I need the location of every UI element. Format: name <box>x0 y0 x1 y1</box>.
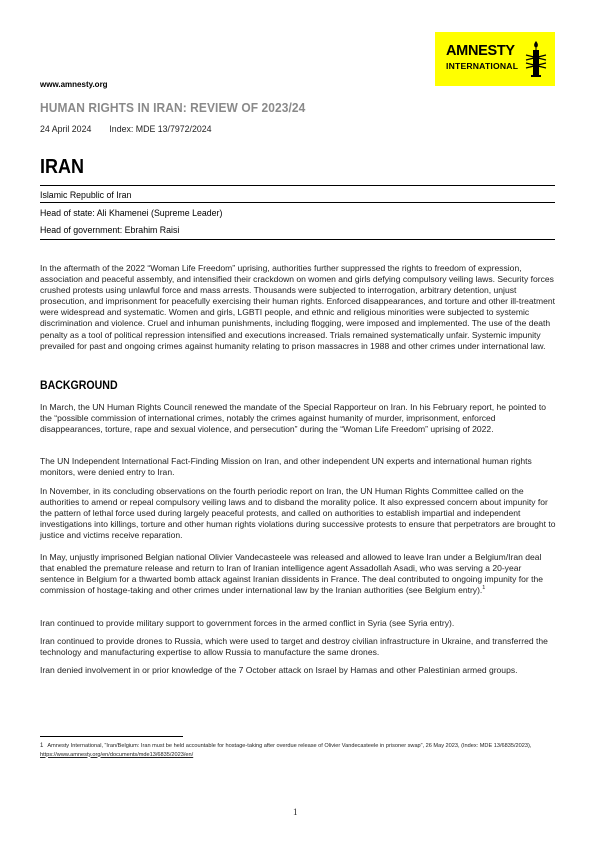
head-of-government <box>40 225 179 235</box>
logo-line-amnesty: AMNESTY <box>446 43 515 59</box>
document-title: HUMAN RIGHTS IN IRAN: REVIEW OF 2023/24 <box>40 100 306 115</box>
footnote-link[interactable]: https://www.amnesty.org/en/documents/mde13/6835/2023/en/ <box>40 751 194 758</box>
background-paragraph-4-text: In May, unjustly imprisoned Belgian national Olivier Vandecasteele was released and allowed to leave Iran under a Belgium/Iran deal that enabled the premature release and return to Iran of Iranian intelligence agent Assadollah Asadi, who was serving a 20-year sentence in Belgium for a thwarted bomb attack against Iranian dissidents in France. The deal contributed to ongoing impunity for the commission of hostage-taking and other crimes under international law by the Iranian authorities (see Belgium entry). <box>40 552 543 596</box>
website-url[interactable]: www.amnesty.org <box>40 80 108 89</box>
background-paragraph-1: In March, the UN Human Rights Council renewed the mandate of the Special Rapporteur on Iran. In his February report, he pointed to the “possible commission of international crimes, notably the crimes against humanity of murder, imprisonment, enforced disappearances, torture, rape and sexual violence, and persecution” during the “Woman Life Freedom” uprising of 2022. <box>40 402 546 435</box>
official-name: Islamic Republic of Iran <box>40 190 132 200</box>
logo-wordmark <box>446 44 518 70</box>
background-paragraph-4 <box>40 552 556 596</box>
publication-date: 24 April 2024 <box>40 124 92 134</box>
footnote-rule <box>40 736 183 737</box>
document-index: Index: MDE 13/7972/2024 <box>109 124 212 134</box>
country-rule <box>40 185 555 186</box>
info-rule-bottom <box>40 239 555 240</box>
head-of-state-value: Ali Khamenei (Supreme Leader) <box>96 208 223 218</box>
section-heading-background: BACKGROUND <box>40 380 118 392</box>
page-number: 1 <box>293 807 298 817</box>
head-of-state-label: Head of state: <box>40 208 97 218</box>
document-meta <box>40 124 212 134</box>
amnesty-logo <box>435 32 555 86</box>
country-heading: IRAN <box>40 156 85 178</box>
background-paragraph-5: Iran continued to provide military support to government forces in the armed conflict in Syria (see Syria entry). <box>40 618 455 628</box>
background-paragraph-2: The UN Independent International Fact-Finding Mission on Iran, and other independent UN experts and international human rights monitors, were denied entry to Iran. <box>40 456 532 478</box>
head-of-government-label: Head of government: <box>40 225 125 235</box>
background-paragraph-6: Iran continued to provide drones to Russia, which were used to target and destroy civilian infrastructure in Ukraine, and transferred the technology and manufacturing expertise to allow Russia to manufacture the same drones. <box>40 636 548 658</box>
footnote-number: 1 <box>40 743 44 749</box>
summary-paragraph: In the aftermath of the 2022 “Woman Life Freedom” uprising, authorities further suppressed the rights to freedom of expression, association and peaceful assembly, and intensified their crackdown on women and girls defying compulsory veiling laws. Security forces crushed protests using unlawful force and mass arrests. Thousands were subjected to interrogation, arbitrary detention, unjust prosecution, and imprisonment for peacefully exercising their human rights. Enforced disappearances, and torture and other ill-treatment were widespread and systematic. Women and girls, LGBTI people, and ethnic and religious minorities were subjected to systemic discrimination and violence. Cruel and inhuman punishments, including flogging, were imposed and implemented. The use of the death penalty as a tool of political repression intensified and executions increased. Trials remained systematically unfair. Systemic impunity prevailed for past and ongoing crimes against humanity relating to prison massacres in 1988 and other crimes under international law. <box>40 263 555 351</box>
head-of-state <box>40 208 222 218</box>
background-paragraph-3: In November, in its concluding observations on the fourth periodic report on Iran, the UN Human Rights Committee called on the authorities to amend or repeal compulsory veiling laws and to disband the morality police. It also expressed concern about impunity for the pattern of lethal force used during largely peaceful protests, and called on authorities to establish impartial and independent investigations into killings, torture and other human rights violations during successive protests to ensure that perpetrators are brought to justice and victims receive reparation. <box>40 486 556 541</box>
footnote <box>40 742 556 759</box>
head-of-government-value: Ebrahim Raisi <box>124 225 180 235</box>
background-paragraph-7: Iran denied involvement in or prior knowledge of the 7 October attack on Israel by Hamas and other Palestinian armed groups. <box>40 665 518 675</box>
footnote-text: Amnesty International, “Iran/Belgium: Iran must be held accountable for hostage-taking after overdue release of Olivier Vandecasteele in prisoner swap”, 26 May 2023, (Index: MDE 13/6835/2023), <box>47 743 532 749</box>
info-rule <box>40 202 555 203</box>
logo-line-international: INTERNATIONAL <box>446 60 519 71</box>
candle-barbed-wire-icon <box>523 39 549 79</box>
footnote-reference[interactable]: 1 <box>482 585 486 592</box>
